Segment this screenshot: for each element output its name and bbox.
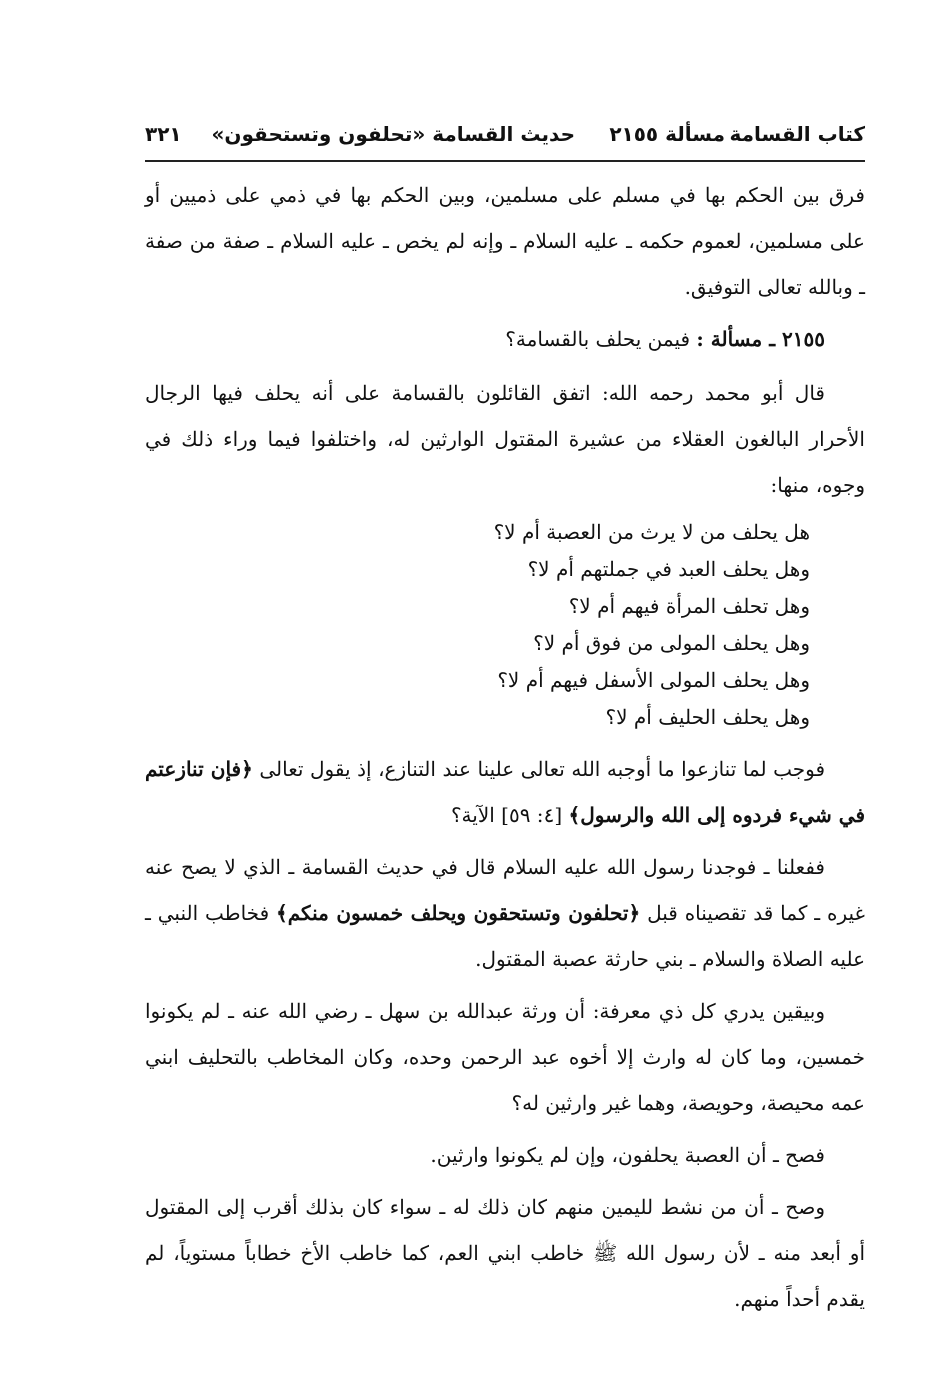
paragraph-2: قال أبو محمد رحمه الله: اتفق القائلون بالقسامة على أنه يحلف فيها الرجال الأحرار البالغون العقلاء من عشيرة المقتول الوارثين له، واختلفوا فيما وراء ذلك في وجوه، منها: (145, 381, 865, 497)
question-list (145, 514, 865, 736)
running-header (145, 118, 865, 158)
masala-heading-text: فيمن يحلف بالقسامة؟ (505, 327, 691, 351)
paragraph-6: فصح ـ أن العصبة يحلفون، وإن لم يكونوا وارثين. (430, 1143, 825, 1167)
paragraph-4 (145, 844, 865, 982)
page-body (145, 172, 865, 1328)
paragraph-1: فرق بين الحكم بها في مسلم على مسلمين، وبين الحكم بها في ذمي على ذميين أو على مسلمين، لعموم حكمه ـ عليه السلام ـ وإنه لم يخص ـ عليه السلام ـ صفة من صفة ـ وبالله تعالى التوفيق. (145, 183, 865, 299)
quran-verse: ﴿فإن تنازعتم في شيء فردوه إلى الله والرسول﴾ (145, 757, 865, 827)
question-item: وهل يحلف الحليف أم لا؟ (605, 705, 810, 729)
paragraph-5: وبيقين يدري كل ذي معرفة: أن ورثة عبدالله بن سهل ـ رضي الله عنه ـ لم يكونوا خمسين، وما كان له وارث إلا أخوه عبد الرحمن وحده، وكان المخاطب بالتحليف ابني عمه محيصة، وحويصة، وهما غير وارثين له؟ (145, 999, 865, 1115)
question-item: وهل يحلف المولى من فوق أم لا؟ (533, 631, 810, 655)
hadith-quote: ﴿تحلفون وتستحقون ويحلف خمسون منكم﴾ (276, 901, 641, 925)
masala-number: مسألة ٢١٥٥ (609, 122, 725, 146)
paragraph-3 (145, 746, 865, 838)
masala-heading-number: ٢١٥٥ ـ مسألة : (696, 327, 825, 351)
paragraph-3-text: فوجب لما تنازعوا ما أوجبه الله تعالى علينا عند التنازع، إذ يقول تعالى (259, 757, 826, 781)
question-item: هل يحلف من لا يرث من العصبة أم لا؟ (493, 520, 810, 544)
page-number: ٣٢١ (145, 122, 182, 146)
question-item: وهل يحلف العبد في جملتهم أم لا؟ (527, 557, 810, 581)
question-item: وهل تحلف المرأة فيهم أم لا؟ (568, 594, 810, 618)
verse-reference: [٤: ٥٩] الآية؟ (450, 803, 563, 827)
book-title: كتاب القسامة (729, 122, 865, 146)
paragraph-4-end: فخاطب النبي ـ عليه الصلاة والسلام ـ بني حارثة عصبة المقتول. (145, 901, 865, 971)
masala-heading (145, 316, 865, 362)
question-item: وهل يحلف المولى الأسفل فيهم أم لا؟ (497, 668, 810, 692)
header-divider (145, 160, 865, 162)
paragraph-7: وصح ـ أن من نشط لليمين منهم كان ذلك له ـ سواء كان بذلك أقرب إلى المقتول أو أبعد منه ـ لأن رسول الله ﷺ خاطب ابني العم، كما خاطب الأخ خطاباً مستوياً، لم يقدم أحداً منهم. (145, 1195, 865, 1311)
section-title: حديث القسامة «تحلفون وتستحقون» (211, 122, 575, 146)
paragraph-4-text: ففعلنا ـ فوجدنا رسول الله عليه السلام قال في حديث القسامة ـ الذي لا يصح عنه غيره ـ كما قد تقصيناه قبل (145, 855, 865, 925)
